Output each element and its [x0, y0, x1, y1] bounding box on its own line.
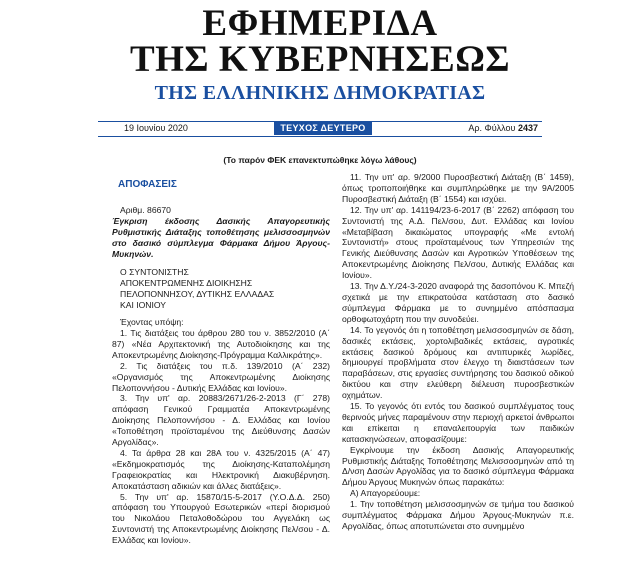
consideration-paragraph: 5. Την υπ' αρ. 15870/15-5-2017 (Υ.Ο.Δ.Δ. 250) απόφαση του Υπουργού Εσωτερικών «περί διορισμού του Νικολάου Πεταλοθοδώρου του Αγγελάκη ως Συντονιστή της Αποκεντρωμένης Διοίκησης Πελ/σου - Δ. Ελλάδας και Ιονίου». [112, 491, 330, 546]
prohibition-paragraph: 1. Την τοποθέτηση μελισσοσμηνών σε τμήμα του δασικού συμπλέγματος Φάρμακα Δήμου Άργους-Μυκηνών π.ε. Αργολίδας, όπως αποτυπώνεται στο συνημμένο [342, 499, 574, 531]
sheet-number-label: Αρ. Φύλλου [468, 123, 516, 133]
consideration-paragraph: 11. Την υπ' αρ. 9/2000 Πυροσβεστική Διάταξη (Β΄ 1459), όπως τροποποιήθηκε και συμπληρώθηκε με την 9Α/2005 Πυροσβεστική Διάταξη (Β΄ 1554) και ισχύει. [342, 172, 574, 204]
masthead-title-line2: ΤΗΣ ΚΥΒΕΡΝΗΣΕΩΣ [129, 39, 511, 80]
section-heading: ΑΠΟΦΑΣΕΙΣ [118, 179, 177, 190]
issue-date: 19 Ιουνίου 2020 [124, 123, 188, 133]
sheet-number [468, 123, 538, 133]
decision-number: Αριθμ. 86670 [120, 204, 171, 215]
issue-bar [98, 122, 542, 136]
reissue-note: (Το παρόν ΦΕΚ επανεκτυπώθηκε λόγω λάθους) [223, 155, 417, 165]
sheet-number-value: 2437 [517, 123, 538, 133]
decision-paragraph: Εγκρίνουμε την έκδοση Δασικής Απαγορευτικής Ρυθμιστικής Διάταξης Τοποθέτησης Μελισσοσμηνών από τη Δ/νση Δασών Αργολίδας για το δασικό σύμπλεγμα Φάρμακα Δήμου Άργους Μυκηνών όπως παρακάτω: [342, 444, 574, 488]
prohibition-heading: Α) Απαγορεύουμε: [350, 488, 421, 499]
right-column [342, 172, 574, 532]
issue-label: ΤΕΥΧΟΣ ΔΕΥΤΕΡΟ [274, 122, 372, 135]
having-in-mind: Έχοντας υπόψη: [120, 317, 184, 328]
masthead-subtitle: ΤΗΣ ΕΛΛΗΝΙΚΗΣ ΔΗΜΟΚΡΑΤΙΑΣ [154, 82, 486, 104]
org-line: ΠΕΛΟΠΟΝΝΗΣΟΥ, ΔΥΤΙΚΗΣ ΕΛΛΑΔΑΣ [120, 289, 275, 300]
masthead-title-line1: ΕΦΗΜΕΡΙΔΑ [202, 3, 438, 44]
left-column [112, 172, 330, 546]
consideration-paragraph: 4. Τα άρθρα 28 και 28Α του ν. 4325/2015 (Α΄ 47) «Εκδημοκρατισμός της Διοίκησης-Καταπολέμηση Γραφειοκρατίας και Ηλεκτρονική Διακυβέρνηση. Αποκατάσταση αδικιών και άλλες διατάξεις». [112, 447, 330, 491]
consideration-paragraph: 1. Τις διατάξεις του άρθρου 280 του ν. 3852/2010 (Α΄ 87) «Νέα Αρχιτεκτονική της Αυτοδιοίκησης και της Αποκεντρωμένης Διοίκησης-Πρόγραμμα Καλλικράτης». [112, 327, 330, 360]
consideration-paragraph: 13. Την Δ.Υ./24-3-2020 αναφορά της δασοπόνου Κ. Μπεζή σχετικά με την επικρατούσα κατάσταση στο δασικό σύμπλεγμα Φάρμακα με το συνημμένο απόσπασμα ορθοφωτοχάρτη που την συνοδεύει. [342, 281, 574, 324]
org-line: Ο ΣΥΝΤΟΝΙΣΤΗΣ [120, 267, 189, 278]
consideration-paragraph: 2. Τις διατάξεις του π.δ. 139/2010 (Α΄ 232) «Οργανισμός της Αποκεντρωμένης Διοίκησης Πελοποννήσου - Δυτικής Ελλάδας και Ιονίου». [112, 360, 330, 393]
issue-bar-bottom-rule [98, 136, 542, 137]
consideration-paragraph: 14. Το γεγονός ότι η τοποθέτηση μελισσοσμηνών σε δάση, δασικές εκτάσεις, χορτολιβαδικές εκτάσεις, αγροτικές εκτάσεις δασικού δρόμους και αντιπυρικές λωρίδες, δημιουργεί προβλήματα στον έλεγχο τη διαιστάσεων των παραβάσεων, στις εργασίες συντήρησης του δασικού οδικού δικτύου και στην ελεύθερη διέλευση πυροσβεστικών οχημάτων. [342, 324, 574, 401]
decision-title: Έγκριση έκδοσης Δασικής Απαγορευτικής Ρυθμιστικής Διάταξης τοποθέτησης μελισσοσμηνών στο δασικό σύμπλεγμα Φάρμακα Δήμου Άργους-Μυκηνών. [112, 215, 330, 259]
org-line: ΚΑΙ ΙΟΝΙΟΥ [120, 300, 167, 311]
consideration-paragraph: 12. Την υπ' αρ. 141194/23-6-2017 (Β΄ 2262) απόφαση του Συντονιστή της Α.Δ. Πελ/σου, Δυτ. Ελλάδας και Ιονίου «Μεταβίβαση δικαιώματος υπογραφής «Με εντολή Συντονιστή» στους προϊσταμένους των Υπηρεσιών της Γενικής Διεύθυνσης Δασών και Αγροτικών Υποθέσεων της Αποκεντρωμένης Διοίκησης Πελ/σου, Δυτικής Ελλάδας και Ιονίου». [342, 204, 574, 281]
consideration-paragraph: 3. Την υπ' αρ. 20883/2671/26-2-2013 (Γ΄ 278) απόφαση Γενικού Γραμματέα Αποκεντρωμένης Διοίκησης Πελοποννήσου - Δ. Ελλάδας και Ιονίου «Τοποθέτηση προϊσταμένου της Διεύθυνσης Δασών Αργολίδας». [112, 393, 330, 448]
org-line: ΑΠΟΚΕΝΤΡΩΜΕΝΗΣ ΔΙΟΙΚΗΣΗΣ [120, 278, 253, 289]
consideration-paragraph: 15. Το γεγονός ότι εντός του δασικού συμπλέγματος τους θερινούς μήνες παραμένουν στην περιοχή αρκετοί άνθρωποι και επίκειται η επαναλειτουργία των παιδικών κατασκηνώσεων, αποφασίζουμε: [342, 401, 574, 444]
